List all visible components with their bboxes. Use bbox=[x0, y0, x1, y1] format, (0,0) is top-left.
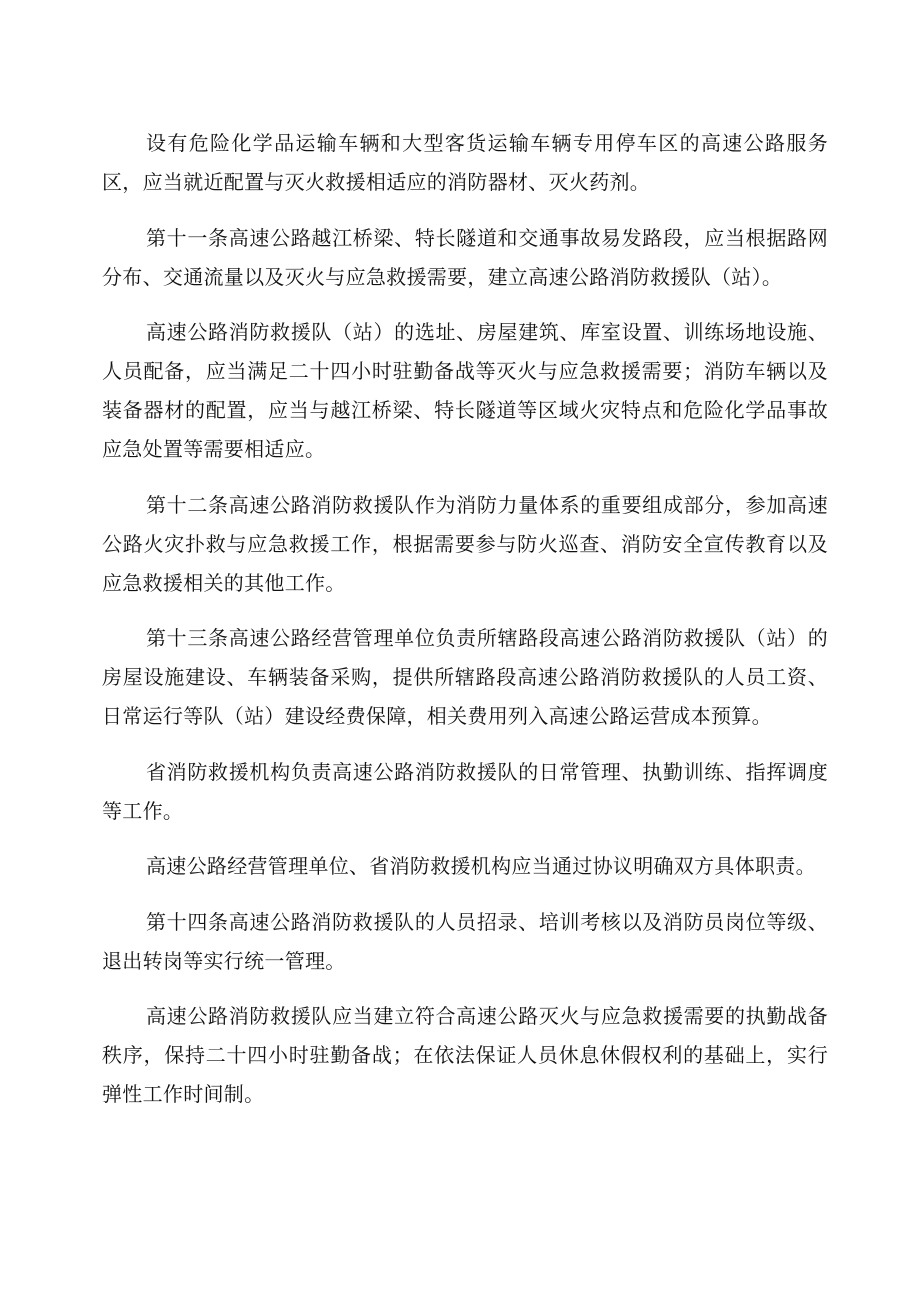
paragraph-provincial-management: 省消防救援机构负责高速公路消防救援队的日常管理、执勤训练、指挥调度等工作。 bbox=[102, 759, 828, 823]
paragraph-service-area-equipment: 设有危险化学品运输车辆和大型客货运输车辆专用停车区的高速公路服务区，应当就近配置与灭火救援相适应的消防器材、灭火药剂。 bbox=[102, 131, 828, 194]
paragraph-article-13: 第十三条高速公路经营管理单位负责所辖路段高速公路消防救援队（站）的房屋设施建设、车辆装备采购，提供所辖路段高速公路消防救援队的人员工资、日常运行等队（站）建设经费保障，相关费用列入高速公路运营成本预算。 bbox=[102, 626, 828, 728]
paragraph-duty-order: 高速公路消防救援队应当建立符合高速公路灭火与应急救援需要的执勤战备秩序，保持二十四小时驻勤备战；在依法保证人员休息休假权利的基础上，实行弹性工作时间制。 bbox=[102, 1004, 828, 1106]
paragraph-agreement: 高速公路经营管理单位、省消防救援机构应当通过协议明确双方具体职责。 bbox=[146, 854, 816, 878]
document-body bbox=[102, 124, 828, 1131]
paragraph-article-12: 第十二条高速公路消防救援队作为消防力量体系的重要组成部分，参加高速公路火灾扑救与应急救援工作，根据需要参与防火巡查、消防安全宣传教育以及应急救援相关的其他工作。 bbox=[102, 492, 828, 595]
paragraph-station-facilities: 高速公路消防救援队（站）的选址、房屋建筑、库室设置、训练场地设施、人员配备，应当满足二十四小时驻勤备战等灭火与应急救援需要；消防车辆以及装备器材的配置，应当与越江桥梁、特长隧道等区域火灾特点和危险化学品事故应急处置等需要相适应。 bbox=[102, 320, 828, 461]
paragraph-article-14: 第十四条高速公路消防救援队的人员招录、培训考核以及消防员岗位等级、退出转岗等实行统一管理。 bbox=[102, 909, 828, 973]
paragraph-article-11: 第十一条高速公路越江桥梁、特长隧道和交通事故易发路段，应当根据路网分布、交通流量以及灭火与应急救援需要，建立高速公路消防救援队（站）。 bbox=[102, 225, 828, 289]
